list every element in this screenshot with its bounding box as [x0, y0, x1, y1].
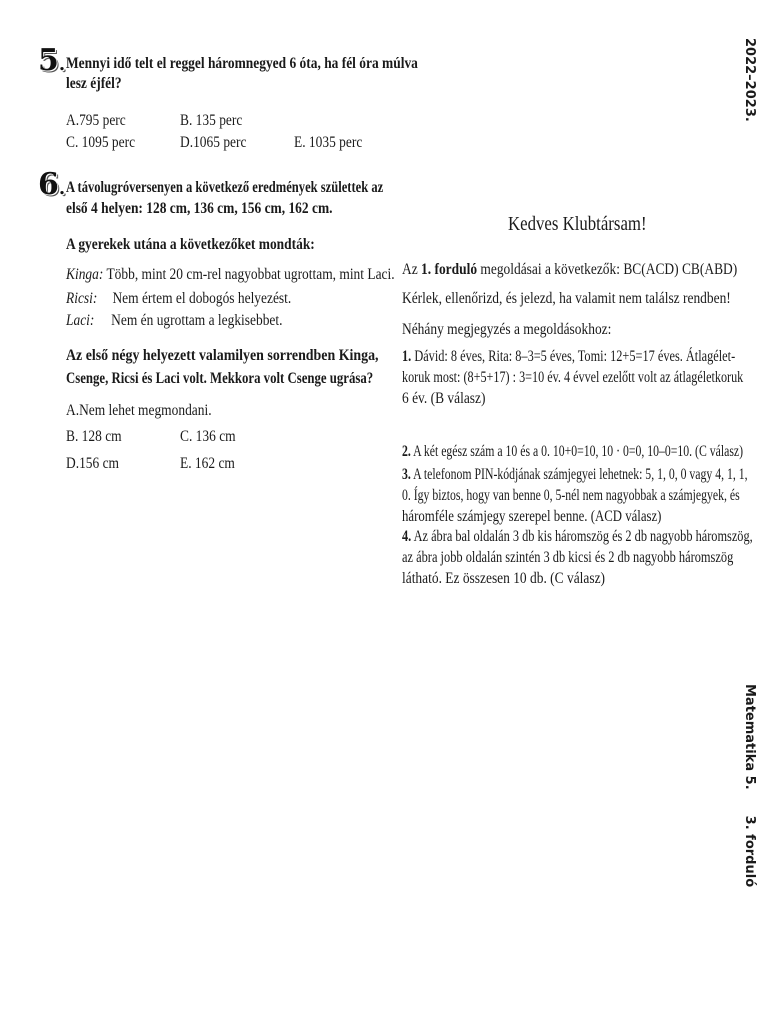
side-year: 2022–2023. [742, 38, 757, 122]
q5-option-a: A.795 perc [66, 112, 126, 129]
note-1-line1: 1. Dávid: 8 éves, Rita: 8–3=5 éves, Tomi: 12+5=17 éves. Átlagélet- [402, 348, 736, 365]
note-3-line3: háromféle számjegy szerepel benne. (ACD válasz) [402, 508, 662, 525]
answers-line: Az 1. forduló megoldásai a következők: BC(ACD) CB(ABD) [402, 261, 738, 278]
notes-intro: Néhány megjegyzés a megoldásokhoz: [402, 321, 612, 338]
question-6-text-line1: A távolugróversenyen a következő eredmények születtek az [66, 179, 384, 196]
question-6-text-line2: első 4 helyen: 128 cm, 136 cm, 156 cm, 162 cm. [66, 200, 333, 217]
note-1-line3: 6 év. (B válasz) [402, 390, 486, 407]
q5-option-c: C. 1095 perc [66, 134, 136, 151]
question-5-number: 5. [38, 43, 66, 78]
note-3-line2: 0. Így biztos, hogy van benne 0, 5-nél nem nagyobbak a számjegyek, és [402, 487, 740, 504]
quote-ricsi: Ricsi: Nem értem el dobogós helyezést. [66, 290, 292, 307]
q6-option-a: A.Nem lehet megmondani. [66, 402, 212, 419]
q6-option-d: D.156 cm [66, 455, 120, 472]
side-subject-round: Matematika 5.3. forduló [742, 684, 757, 888]
club-letter-title: Kedves Klubtársam! [508, 213, 647, 235]
question-5-text-line1: Mennyi idő telt el reggel háromnegyed 6 óta, ha fél óra múlva [66, 55, 418, 72]
q5-option-b: B. 135 perc [180, 112, 243, 129]
note-3-line1: 3. A telefonom PIN-kódjának számjegyei lehetnek: 5, 1, 0, 0 vagy 4, 1, 1, [402, 466, 748, 483]
note-4-line1: 4. Az ábra bal oldalán 3 db kis háromszög és 2 db nagyobb háromszög, [402, 528, 753, 545]
note-4-line2: az ábra jobb oldalán szintén 3 db kicsi és 2 db nagyobb háromszög [402, 549, 734, 566]
question-6-kids-said: A gyerekek utána a következőket mondták: [66, 236, 315, 253]
q6-option-c: C. 136 cm [180, 428, 236, 445]
q6-option-e: E. 162 cm [180, 455, 235, 472]
q6-option-b: B. 128 cm [66, 428, 122, 445]
question-6-question-line2: Csenge, Ricsi és Laci volt. Mekkora volt Csenge ugrása? [66, 370, 374, 387]
note-1-line2: koruk most: (8+5+17) : 3=10 év. 4 évvel ezelőtt volt az átlagéletkoruk [402, 369, 744, 386]
q5-option-e: E. 1035 perc [294, 134, 363, 151]
question-5-text-line2: lesz éjfél? [66, 75, 122, 92]
check-line: Kérlek, ellenőrizd, és jelezd, ha valamit nem találsz rendben! [402, 290, 731, 307]
quote-laci: Laci: Nem én ugrottam a legkisebbet. [66, 312, 283, 329]
note-4-line3: látható. Ez összesen 10 db. (C válasz) [402, 570, 606, 587]
note-2-line1: 2. A két egész szám a 10 és a 0. 10+0=10, 10 · 0=0, 10–0=10. (C válasz) [402, 443, 744, 460]
q5-option-d: D.1065 perc [180, 134, 247, 151]
quote-kinga: Kinga: Több, mint 20 cm-rel nagyobbat ugrottam, mint Laci. [66, 266, 395, 283]
question-6-question-line1: Az első négy helyezett valamilyen sorrendben Kinga, [66, 347, 379, 364]
question-6-number: 6. [38, 167, 66, 202]
